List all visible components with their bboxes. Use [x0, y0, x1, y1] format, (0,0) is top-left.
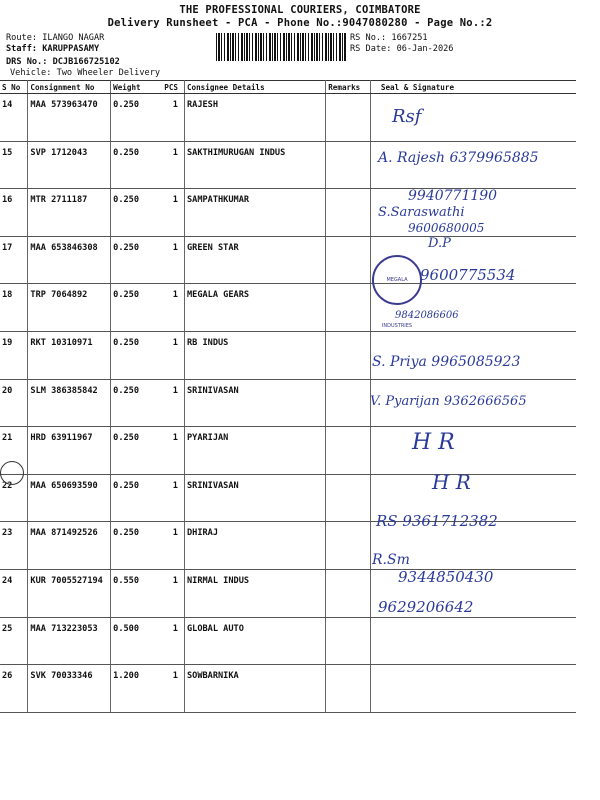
signature-row-18: 9600775534	[420, 266, 516, 284]
staff-label: Staff: KARUPPASAMY	[6, 44, 100, 54]
cell-weight: 0.250	[111, 189, 163, 237]
cell-sno: 21	[0, 427, 28, 475]
cell-consignee: RB INDUS	[184, 331, 325, 379]
table-row	[0, 617, 576, 665]
runsheet-subtitle: Delivery Runsheet - PCA - Phone No.:9047080280 - Page No.:2	[107, 17, 493, 29]
circled-row-mark	[0, 461, 24, 485]
cell-weight: 0.250	[111, 379, 163, 427]
cell-consignee: DHIRAJ	[184, 522, 325, 570]
cell-weight: 0.250	[111, 94, 163, 142]
route-label: Route: ILANGO NAGAR	[6, 33, 105, 43]
signature-row-16: 9940771190	[408, 188, 498, 204]
cell-consignee: SAMPATHKUMAR	[184, 189, 325, 237]
cell-consignee: PYARIJAN	[184, 427, 325, 475]
cell-weight: 1.200	[111, 665, 163, 713]
cell-consignee: SOWBARNIKA	[184, 665, 325, 713]
cell-pcs: 1	[162, 379, 184, 427]
cell-consignee: NIRMAL INDUS	[184, 569, 325, 617]
company-seal-stamp: MEGALA INDUSTRIES	[372, 255, 422, 305]
cell-weight: 0.250	[111, 141, 163, 189]
signature-row-19: 9842086606	[395, 310, 459, 321]
vehicle-label: Vehicle: Two Wheeler Delivery	[10, 68, 161, 78]
cell-pcs: 1	[162, 569, 184, 617]
cell-remarks	[326, 569, 371, 617]
signature-row-23: H R	[432, 470, 471, 494]
col-sno: S No	[0, 81, 28, 94]
col-weight: Weight	[111, 81, 163, 94]
signature-row-25-name: R.Sm	[372, 552, 410, 568]
cell-pcs: 1	[162, 189, 184, 237]
cell-pcs: 1	[162, 617, 184, 665]
barcode	[216, 33, 346, 61]
cell-pcs: 1	[162, 522, 184, 570]
rs-number: RS No.: 1667251	[350, 33, 428, 43]
cell-pcs: 1	[162, 427, 184, 475]
cell-remarks	[326, 474, 371, 522]
cell-consignment: MAA 653846308	[28, 236, 111, 284]
cell-consignment: MAA 650693590	[28, 474, 111, 522]
drs-number: DRS No.: DCJB166725102	[6, 57, 120, 67]
cell-sno: 20	[0, 379, 28, 427]
cell-weight: 0.250	[111, 427, 163, 475]
cell-weight: 0.550	[111, 569, 163, 617]
cell-sno: 26	[0, 665, 28, 713]
cell-consignee: MEGALA GEARS	[184, 284, 325, 332]
cell-signature	[370, 617, 576, 665]
cell-sno: 17	[0, 236, 28, 284]
cell-sno: 24	[0, 569, 28, 617]
cell-consignment: SLM 386385842	[28, 379, 111, 427]
col-consignee: Consignee Details	[184, 81, 325, 94]
rs-date: RS Date: 06-Jan-2026	[350, 44, 454, 54]
cell-remarks	[326, 331, 371, 379]
table-header-row	[0, 81, 576, 94]
cell-weight: 0.500	[111, 617, 163, 665]
cell-weight: 0.250	[111, 522, 163, 570]
cell-consignment: KUR 7005527194	[28, 569, 111, 617]
cell-remarks	[326, 427, 371, 475]
cell-sno: 14	[0, 94, 28, 142]
cell-weight: 0.250	[111, 284, 163, 332]
cell-sno: 25	[0, 617, 28, 665]
cell-pcs: 1	[162, 94, 184, 142]
cell-consignment: MAA 871492526	[28, 522, 111, 570]
cell-consignee: GLOBAL AUTO	[184, 617, 325, 665]
signature-row-25-phone: 9344850430	[398, 568, 494, 586]
signature-row-20: S. Priya 9965085923	[372, 354, 521, 370]
cell-pcs: 1	[162, 331, 184, 379]
cell-consignee: SAKTHIMURUGAN INDUS	[184, 141, 325, 189]
col-pcs: PCS	[162, 81, 184, 94]
cell-pcs: 1	[162, 236, 184, 284]
signature-row-15: A. Rajesh 6379965885	[378, 150, 539, 166]
cell-consignment: SVP 1712043	[28, 141, 111, 189]
cell-consignment: HRD 63911967	[28, 427, 111, 475]
cell-consignment: TRP 7064892	[28, 284, 111, 332]
signature-row-22: H R	[412, 430, 455, 455]
signature-row-21: V. Pyarijan 9362666565	[370, 394, 527, 409]
cell-pcs: 1	[162, 141, 184, 189]
cell-remarks	[326, 189, 371, 237]
cell-remarks	[326, 94, 371, 142]
cell-remarks	[326, 284, 371, 332]
table-row	[0, 284, 576, 332]
cell-remarks	[326, 665, 371, 713]
cell-sno: 15	[0, 141, 28, 189]
cell-pcs: 1	[162, 665, 184, 713]
table-row	[0, 427, 576, 475]
cell-consignee: SRINIVASAN	[184, 474, 325, 522]
col-consignment: Consignment No	[28, 81, 111, 94]
signature-row-17-name: S.Saraswathi	[378, 205, 465, 220]
cell-weight: 0.250	[111, 236, 163, 284]
cell-consignment: MTR 2711187	[28, 189, 111, 237]
cell-consignee: SRINIVASAN	[184, 379, 325, 427]
cell-sno: 18	[0, 284, 28, 332]
signature-row-14: Rsf	[392, 106, 422, 127]
signature-row-17-phone: 9600680005	[408, 221, 485, 235]
cell-consignment: MAA 713223053	[28, 617, 111, 665]
col-remarks: Remarks	[326, 81, 371, 94]
cell-sno: 22	[0, 474, 28, 522]
cell-signature	[370, 427, 576, 475]
signature-row-24: RS 9361712382	[376, 512, 498, 530]
cell-consignment: SVK 70033346	[28, 665, 111, 713]
cell-remarks	[326, 141, 371, 189]
cell-sno: 23	[0, 522, 28, 570]
cell-pcs: 1	[162, 284, 184, 332]
cell-consignment: MAA 573963470	[28, 94, 111, 142]
cell-consignee: RAJESH	[184, 94, 325, 142]
cell-remarks	[326, 236, 371, 284]
table-row	[0, 94, 576, 142]
cell-consignment: RKT 10310971	[28, 331, 111, 379]
cell-remarks	[326, 522, 371, 570]
cell-sno: 19	[0, 331, 28, 379]
cell-sno: 16	[0, 189, 28, 237]
cell-remarks	[326, 617, 371, 665]
signature-row-26: 9629206642	[378, 598, 474, 616]
col-signature: Seal & Signature	[370, 81, 576, 94]
table-row	[0, 665, 576, 713]
cell-weight: 0.250	[111, 331, 163, 379]
cell-remarks	[326, 379, 371, 427]
cell-weight: 0.250	[111, 474, 163, 522]
cell-consignee: GREEN STAR	[184, 236, 325, 284]
cell-pcs: 1	[162, 474, 184, 522]
cell-signature	[370, 665, 576, 713]
company-title: THE PROFESSIONAL COURIERS, COIMBATORE	[179, 4, 421, 16]
signature-row-17-initials: D.P	[428, 236, 451, 251]
